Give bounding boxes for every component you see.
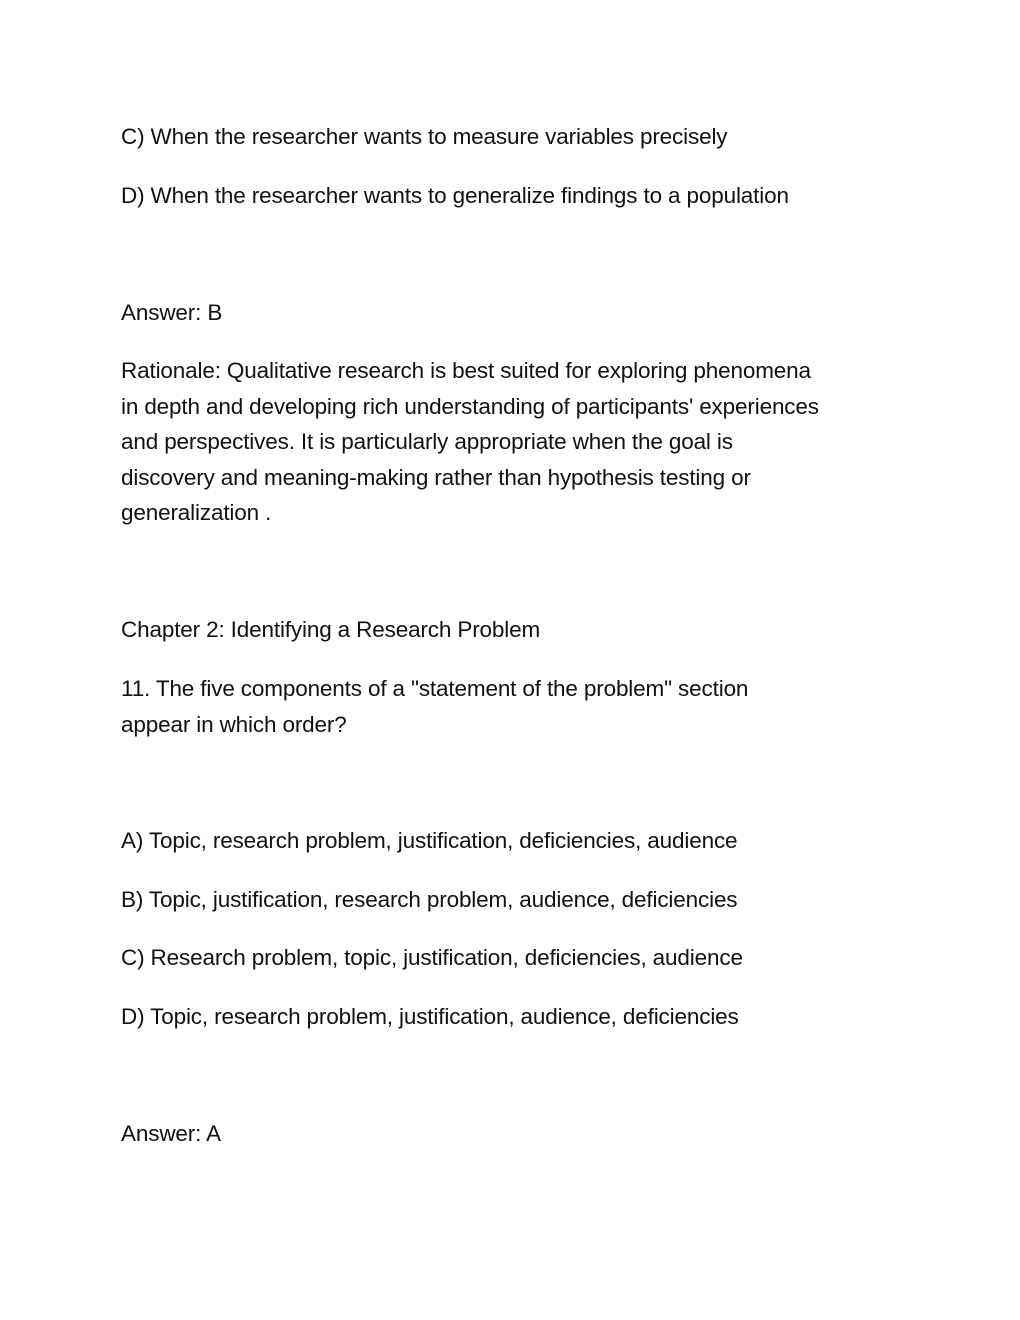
rationale-line: discovery and meaning-making rather than hypothesis testing or — [121, 464, 751, 490]
prev-option-d: D) When the researcher wants to generalize findings to a population — [121, 183, 789, 208]
question-11-option-d: D) Topic, research problem, justification, audience, deficiencies — [121, 1004, 739, 1029]
question-11-option-c: C) Research problem, topic, justification, deficiencies, audience — [121, 945, 743, 970]
rationale-line: generalization . — [121, 500, 272, 525]
question-11-option-a: A) Topic, research problem, justification, deficiencies, audience — [121, 828, 738, 853]
prev-answer: Answer: B — [121, 300, 223, 325]
rationale-line: and perspectives. It is particularly appropriate when the goal is — [121, 429, 733, 454]
rationale-line: Rationale: Qualitative research is best suited for exploring phenomena — [121, 358, 811, 383]
chapter-heading: Chapter 2: Identifying a Research Problem — [121, 617, 541, 642]
question-11-answer: Answer: A — [121, 1121, 221, 1146]
question-11-option-b: B) Topic, justification, research problem, audience, deficiencies — [121, 887, 738, 912]
question-11-stem — [121, 671, 911, 742]
question-stem-line: appear in which order? — [121, 711, 347, 737]
question-stem-line: 11. The five components of a "statement of the problem" section — [121, 676, 749, 701]
rationale-line: in depth and developing rich understanding of participants' experiences — [121, 393, 819, 419]
prev-rationale — [121, 353, 911, 531]
prev-option-c: C) When the researcher wants to measure variables precisely — [121, 124, 728, 149]
